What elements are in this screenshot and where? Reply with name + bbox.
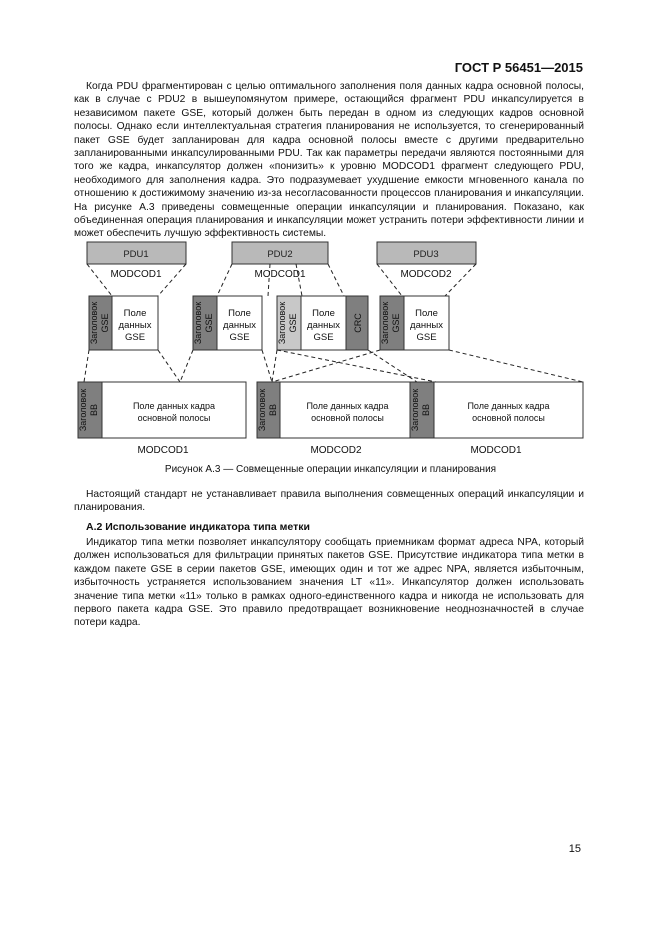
gse1-data-line3: GSE xyxy=(124,332,146,343)
bb-frame-2 xyxy=(257,382,415,438)
gse3-data-line3: GSE xyxy=(313,332,334,343)
gse4-header-line1: Заголовок xyxy=(380,301,390,345)
figure-caption: Рисунок А.3 — Совмещенные операции инкапсуляции и планирования xyxy=(164,464,497,475)
gse3-header-line2: GSE xyxy=(288,313,298,333)
bb3-data-line1: Поле данных кадра xyxy=(467,401,550,411)
pdu3-modcod: MODCOD2 xyxy=(400,269,452,280)
bb1-data-line1: Поле данных кадра xyxy=(132,401,216,411)
paragraph-standard-note: Настоящий стандарт не устанавливает правила выполнения совмещенных операций инкапсуляции и планирования. xyxy=(74,489,584,514)
page-number: 15 xyxy=(568,843,581,855)
pdu1-modcod: MODCOD1 xyxy=(110,269,162,280)
pdu1-label: PDU1 xyxy=(123,249,149,260)
pdu2-label: PDU2 xyxy=(267,249,293,260)
frame3-modcod: MODCOD1 xyxy=(470,445,522,456)
gse2-data-line1: Поле xyxy=(228,308,251,319)
gse1-data-line1: Поле xyxy=(123,308,147,319)
bb-frame-1 xyxy=(78,382,246,438)
bb2-header-line1: Заголовок xyxy=(257,388,267,432)
section-heading: А.2 Использование индикатора типа метки xyxy=(86,521,310,533)
pdu2-box xyxy=(232,242,328,264)
gse-packet-4 xyxy=(380,296,449,350)
gse1-data-line2: данных xyxy=(118,320,152,331)
document-header: ГОСТ Р 56451—2015 xyxy=(454,60,583,75)
gse3-header-line1: Заголовок xyxy=(277,301,287,345)
pdu3-box xyxy=(377,242,476,264)
pdu1-box xyxy=(87,242,186,264)
bb1-header-line2: BB xyxy=(89,403,99,417)
pdu2-modcod: MODCOD1 xyxy=(254,269,306,280)
frame1-modcod: MODCOD1 xyxy=(137,445,189,456)
gse2-data-line3: GSE xyxy=(229,332,250,343)
bb3-header-line1: Заголовок xyxy=(410,388,420,432)
paragraph-label-type: Индикатор типа метки позволяет инкапсулятору сообщать приемникам формат адреса NPA, который должен использоваться для фильтрации принятых пакетов GSE. Присутствие индикатора типа метки в каждом пакете GSE в серии пакетов GSE, имеющих один и тот же адрес NPA, является избыточным, избыточность устраняется использованием значения LT «11». Инкапсулятор должен использовать значение типа метки «11» только в рамках одного-единственного кадра и никогда не использовать для первого пакета кадра GSE. Это правило предотвращает возникновение неоднозначностей в случае потери кадра. xyxy=(74,537,584,629)
gse-packet-2 xyxy=(193,296,262,350)
gse2-header-line1: Заголовок xyxy=(193,301,203,345)
bb3-data-line2: основной полосы xyxy=(472,413,545,423)
gse2-data-line2: данных xyxy=(223,320,256,331)
frame2-modcod: MODCOD2 xyxy=(310,445,362,456)
bb2-data-line2: основной полосы xyxy=(311,413,384,423)
bb1-header-line1: Заголовок xyxy=(78,388,88,432)
gse4-data-line1: Поле xyxy=(415,308,438,319)
gse-packet-3 xyxy=(277,296,368,350)
gse-to-frame-lines xyxy=(84,350,583,382)
gse2-header-line2: GSE xyxy=(204,313,214,333)
bb3-header-line2: BB xyxy=(421,403,431,417)
bb-frame-3 xyxy=(410,382,583,438)
bb2-data-line1: Поле данных кадра xyxy=(306,401,389,411)
pdu3-label: PDU3 xyxy=(413,249,439,260)
crc-label: CRC xyxy=(353,313,363,333)
gse3-data-line2: данных xyxy=(307,320,340,331)
gse3-data-line1: Поле xyxy=(312,308,335,319)
bb1-data-line2: основной полосы xyxy=(137,413,211,423)
gse4-data-line3: GSE xyxy=(416,332,437,343)
gse-packet-1 xyxy=(89,296,158,350)
gse4-header-line2: GSE xyxy=(391,313,401,333)
gse1-header-line2: GSE xyxy=(100,313,110,333)
paragraph-intro: Когда PDU фрагментирован с целью оптимального заполнения поля данных кадра основной полосы, как в случае с PDU2 в вышеупомянутом примере, остающийся фрагмент PDU инкапсулируется в независимом пакете GSE, который должен быть передан в одном из следующих кадров основной полосы. Однако если интеллектуальная стратегия планирования не используется, то сгенерированный пакет GSE будет запланирован для кадра основной полосы вместе с другими предварительно запланированными инкапсулированными PDU. Так как параметры передачи являются постоянными для того же кадра, инкапсулятор должен «понизить» к уровню MODCOD1 фрагмент следующего PDU, необходимого для заполнения кадра. Это подразумевает ухудшение емкости мгновенного канала по отношению к достижимому значению из-за несогласованности процессов планирования и инкапсуляции. На рисунке А.3 приведены совмещенные операции инкапсуляции и планирования. Показано, как объединенная операция планирования и инкапсуляции может устранить потери эффективности линии и может обеспечить лучшую эффективность системы. xyxy=(74,81,584,240)
gse4-data-line2: данных xyxy=(410,320,443,331)
gse1-header-line1: Заголовок xyxy=(89,301,99,345)
bb2-header-line2: BB xyxy=(268,403,278,417)
